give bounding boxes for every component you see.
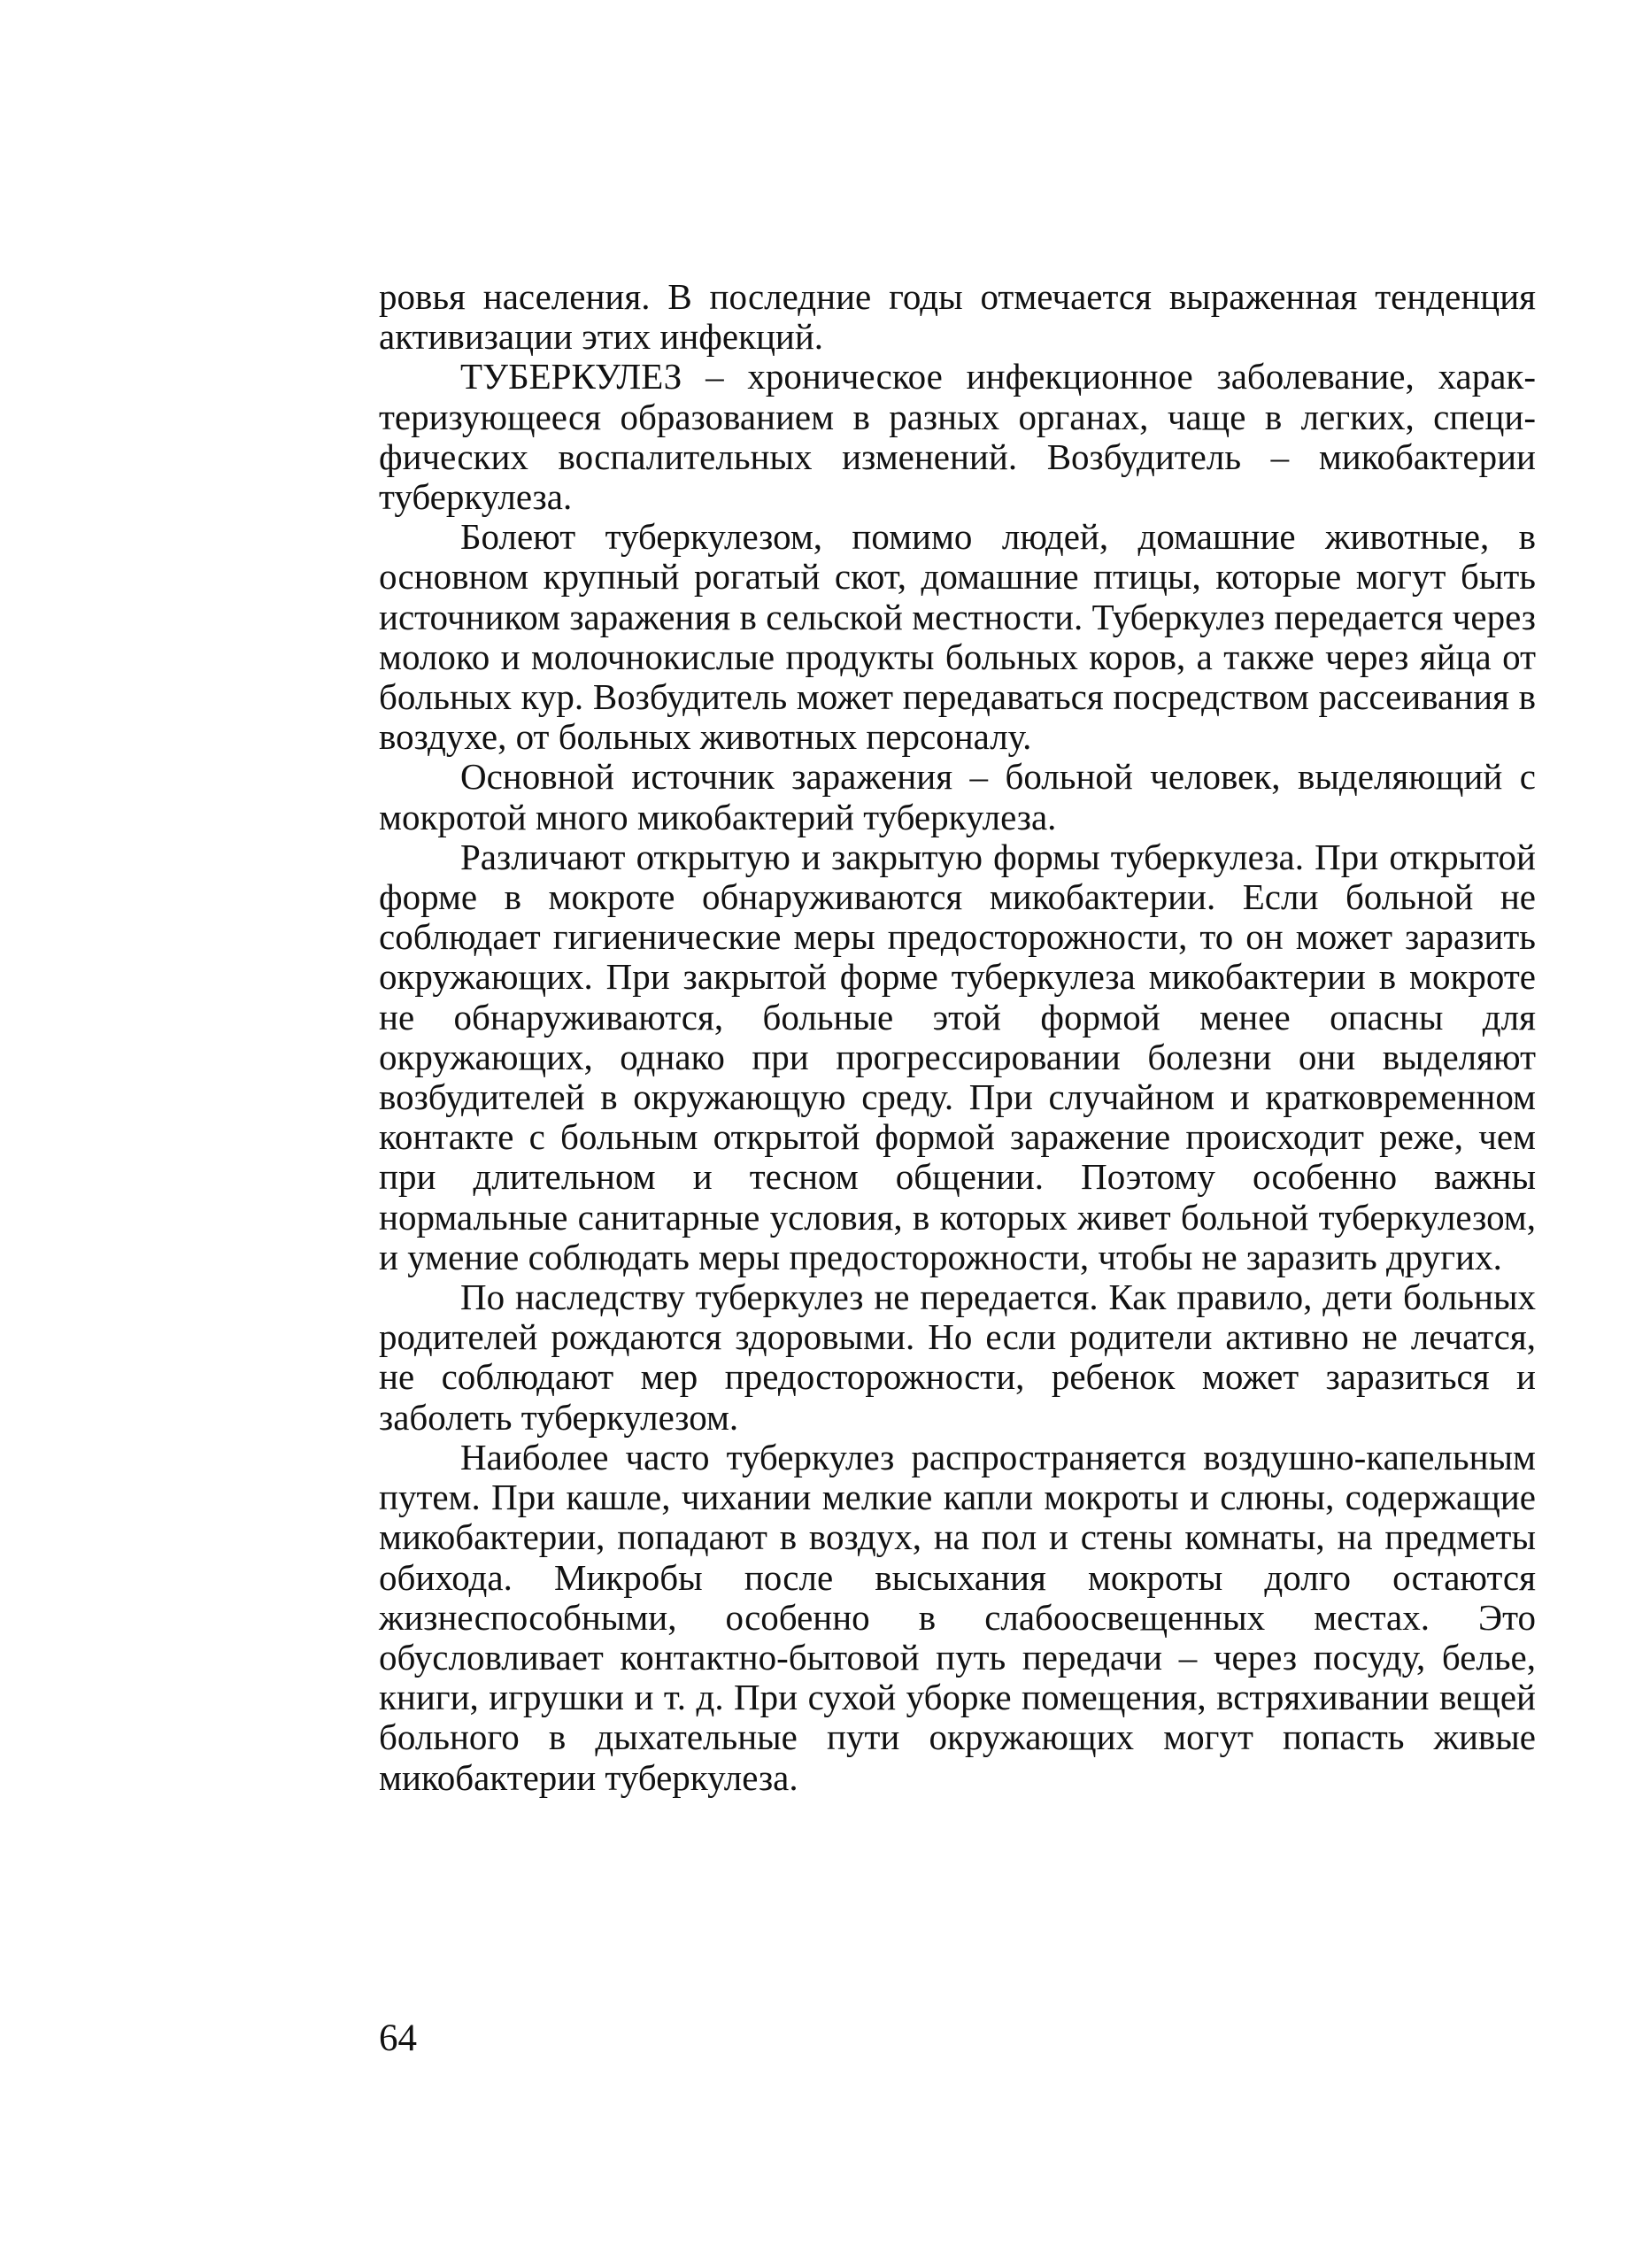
paragraph-main-source: Основной источник заражения – больной человек, выделяющий с мокротой много микобактерий туберкулеза. (379, 756, 1536, 837)
paragraph-animal-sources: Болеют туберкулезом, помимо людей, домашние животные, в основном крупный рогатый скот, домашние птицы, которые могут быть источником заражения в сельской местности. Туберкулез передается через молоко и молочнокислые продукты больных коров, а также через яйца от больных кур. Возбудитель может передаваться посредством рассеивания в воздухе, от больных животных персоналу. (379, 516, 1536, 758)
paragraph-open-closed-forms: Различают открытую и закрытую формы туберкулеза. При открытой форме в мокроте обнаруживаются микобактерии. Если больной не соблюдает гигиенические меры предосторожности, то он может заразить окружающих. При закрытой форме туберкулеза микобактерии в мокроте не обнаруживаются, больные этой формой менее опасны для окружающих, однако при прогрессировании болезни они выделяют возбудителей в окружающую среду. При случайном и кратковременном контакте с больным открытой формой заражение происходит реже, чем при длительном и тесном общении. Поэтому особенно важны нормальные санитарные условия, в которых живет больной туберкулезом, и умение соблюдать меры предосторожности, чтобы не заразить других. (379, 836, 1536, 1277)
paragraph-continuation: ровья населения. В последние годы отмечается выраженная тенденция активизации этих инфекций. (379, 276, 1536, 358)
body-text (379, 277, 1536, 1798)
page-number: 64 (379, 2017, 417, 2059)
paragraph-tuberculosis-definition: ТУБЕРКУЛЕЗ – хроническое инфекционное заболевание, характеризующееся образованием в разных органах, чаще в легких, специфических воспалительных изменений. Возбудитель – микобактерии туберкулеза. (379, 356, 1536, 518)
paragraph-heredity: По наследству туберкулез не передается. Как правило, дети больных родителей рождаются здоровыми. Но если родители активно не лечатся, не соблюдают мер предосторожности, ребенок может заразиться и заболеть туберкулезом. (379, 1277, 1536, 1438)
paragraph-transmission: Наиболее часто туберкулез распространяется воздушно-капельным путем. При кашле, чихании мелкие капли мокроты и слюны, содержащие микобактерии, попадают в воздух, на пол и стены комнаты, на предметы обихода. Микробы после высыхания мокроты долго остаются жизнеспособными, особенно в слабоосвещенных местах. Это обусловливает контактно-бытовой путь передачи – через посуду, белье, книги, игрушки и т. д. При сухой уборке помещения, встряхивании вещей больного в дыхательные пути окружающих могут попасть живые микобактерии туберкулеза. (379, 1436, 1536, 1798)
